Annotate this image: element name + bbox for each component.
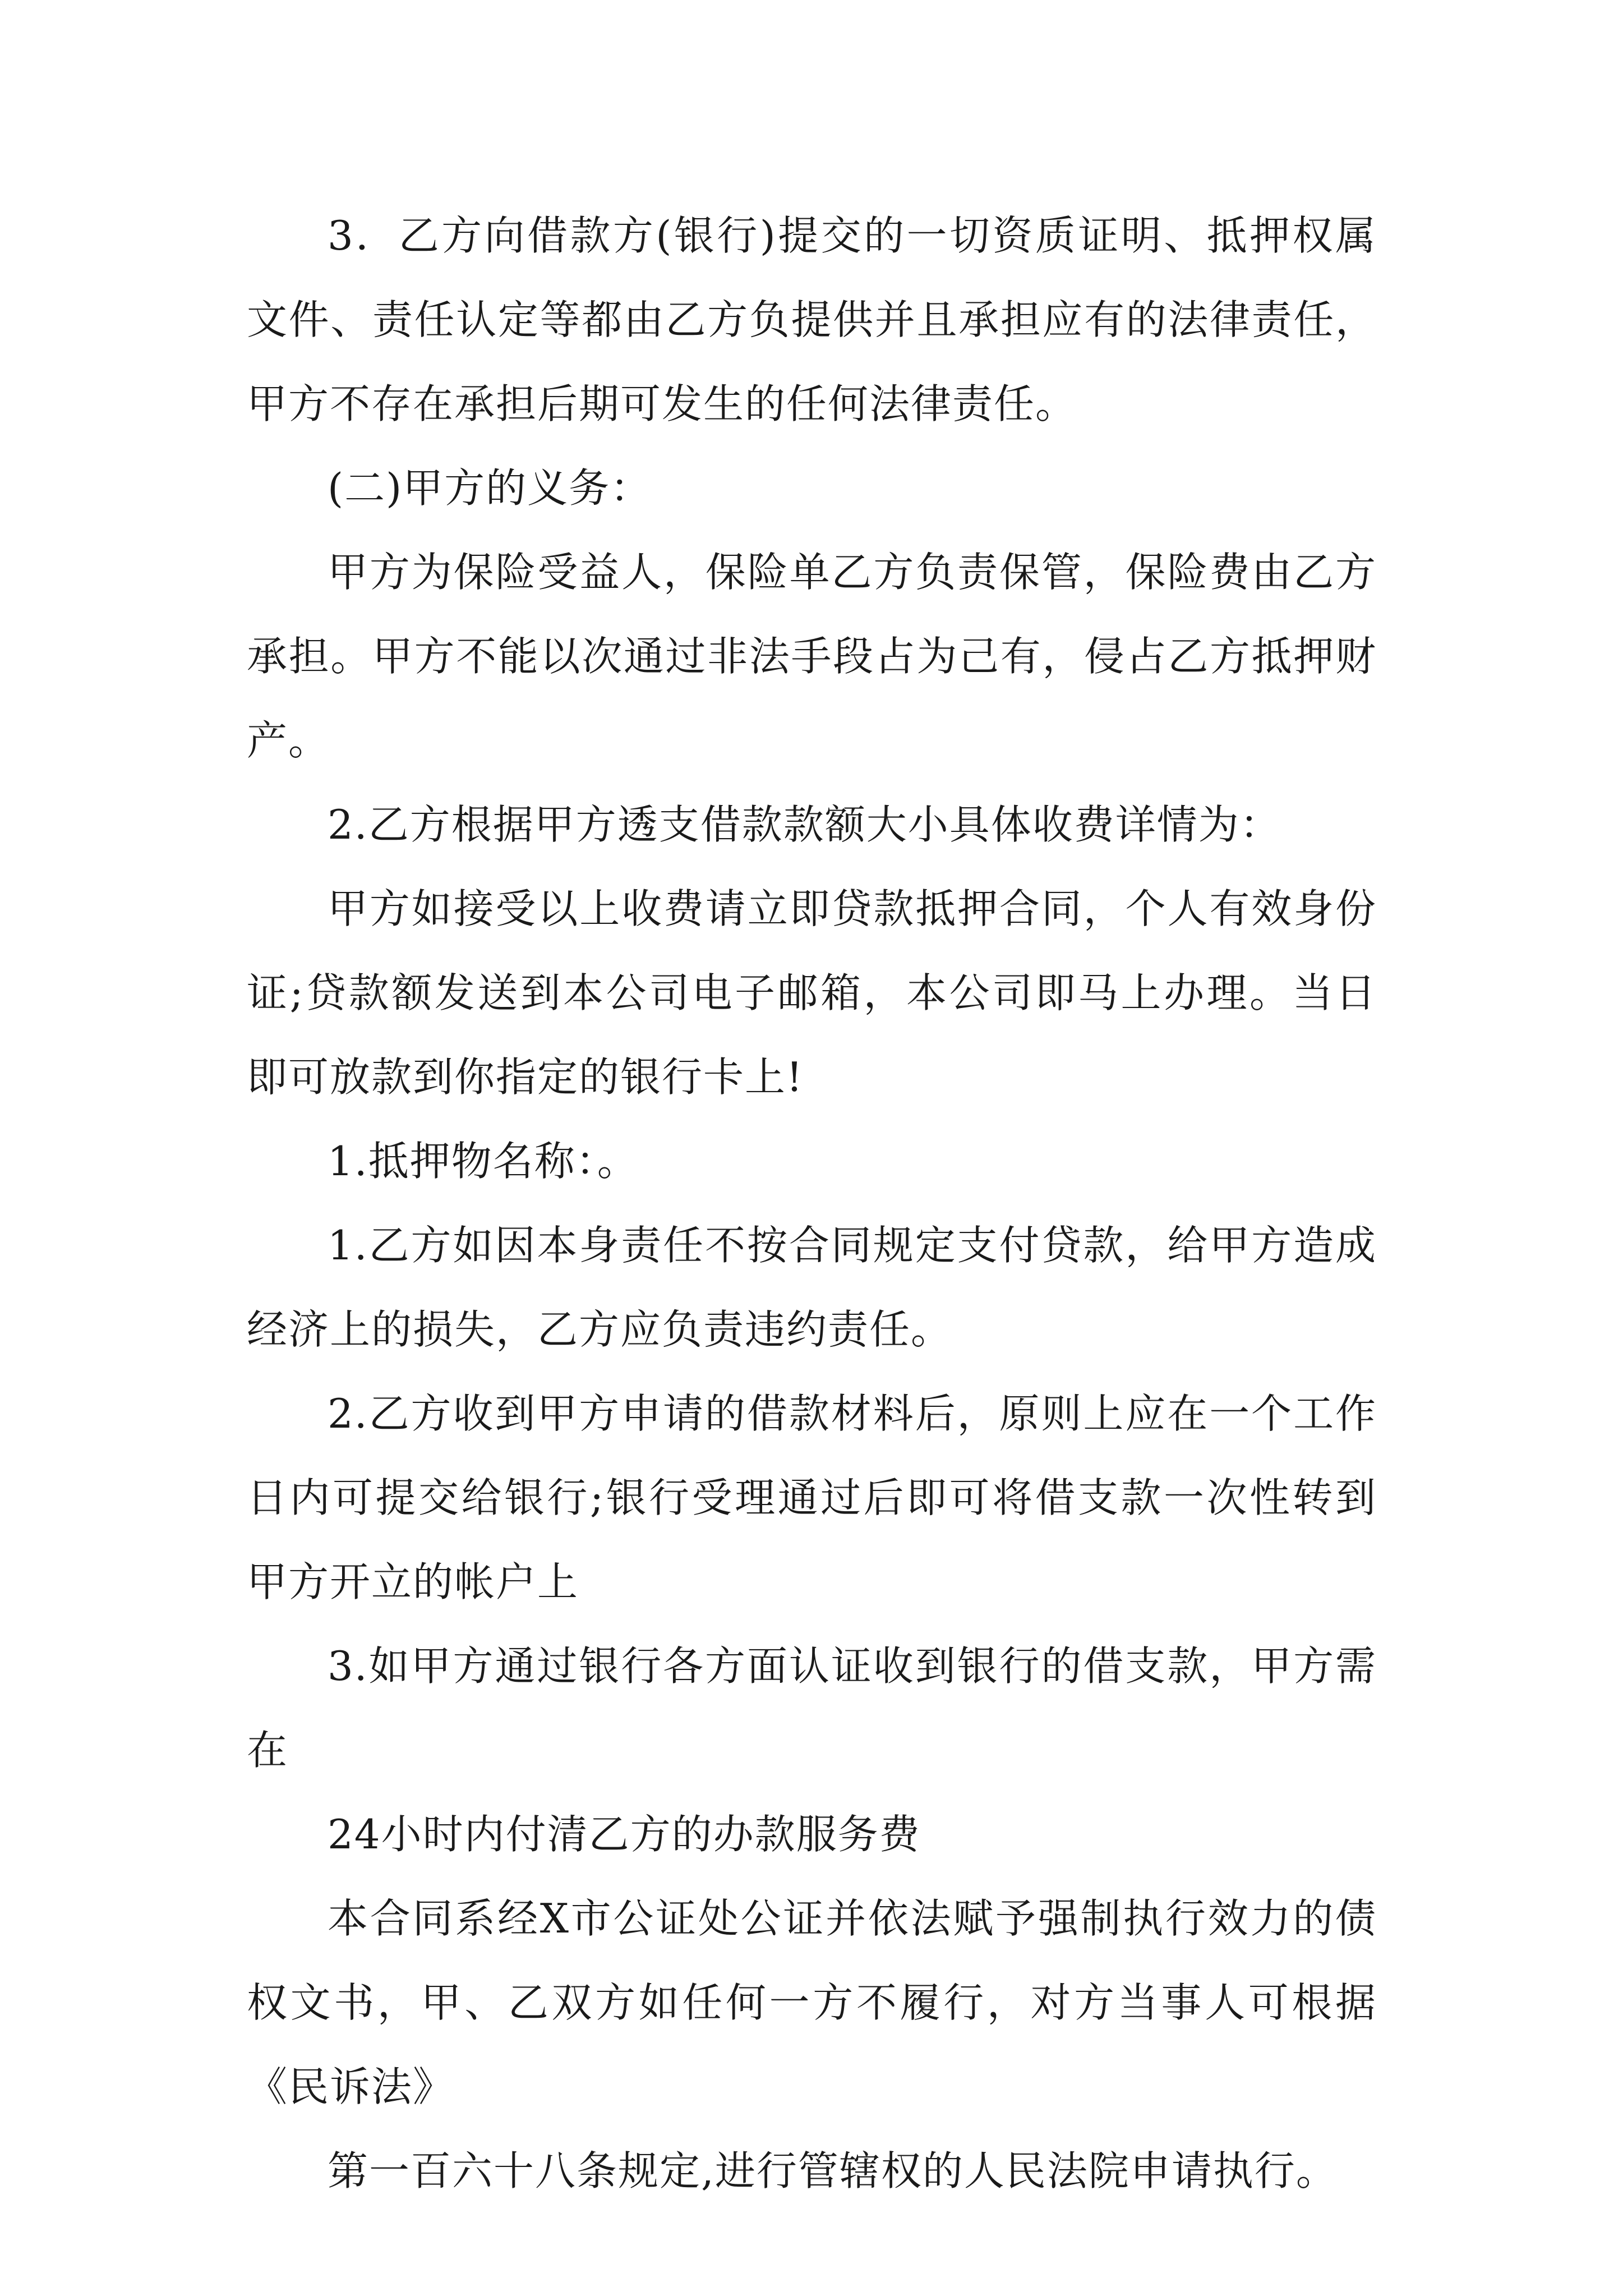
document-body — [247, 194, 1377, 2213]
paragraph-2: (二)甲方的义务： — [328, 464, 652, 512]
paragraph-11: 本合同系经X市公证处公证并依法赋予强制执行效力的债权文书，甲、乙双方如任何一方不履行，对方当事人可根据《民诉法》 — [247, 1895, 1377, 2110]
paragraph-9: 3.如甲方通过银行各方面认证收到银行的借支款，甲方需在 — [247, 1642, 1377, 1774]
paragraph-5: 甲方如接受以上收费请立即贷款抵押合同，个人有效身份证;贷款额发送到本公司电子邮箱，本公司即马上办理。当日即可放款到你指定的银行卡上! — [247, 885, 1377, 1101]
paragraph-4: 2.乙方根据甲方透支借款款额大小具体收费详情为： — [328, 801, 1281, 848]
paragraph-7: 1.乙方如因本身责任不按合同规定支付贷款，给甲方造成经济上的损失，乙方应负责违约责任。 — [247, 1222, 1377, 1353]
paragraph-12: 第一百六十八条规定,进行管辖权的人民法院申请执行。 — [328, 2147, 1338, 2194]
paragraph-1: 3．乙方向借款方(银行)提交的一切资质证明、抵押权属文件、责任认定等都由乙方负提供并且承担应有的法律责任，甲方不存在承担后期可发生的任何法律责任。 — [247, 212, 1377, 427]
paragraph-8: 2.乙方收到甲方申请的借款材料后，原则上应在一个工作日内可提交给银行;银行受理通过后即可将借支款一次性转到甲方开立的帐户上 — [247, 1390, 1377, 1605]
paragraph-3: 甲方为保险受益人，保险单乙方负责保管，保险费由乙方承担。甲方不能以次通过非法手段占为己有，侵占乙方抵押财产。 — [247, 549, 1377, 764]
paragraph-10: 24小时内付清乙方的办款服务费 — [328, 1811, 921, 1858]
paragraph-6: 1.抵押物名称：。 — [328, 1138, 639, 1185]
